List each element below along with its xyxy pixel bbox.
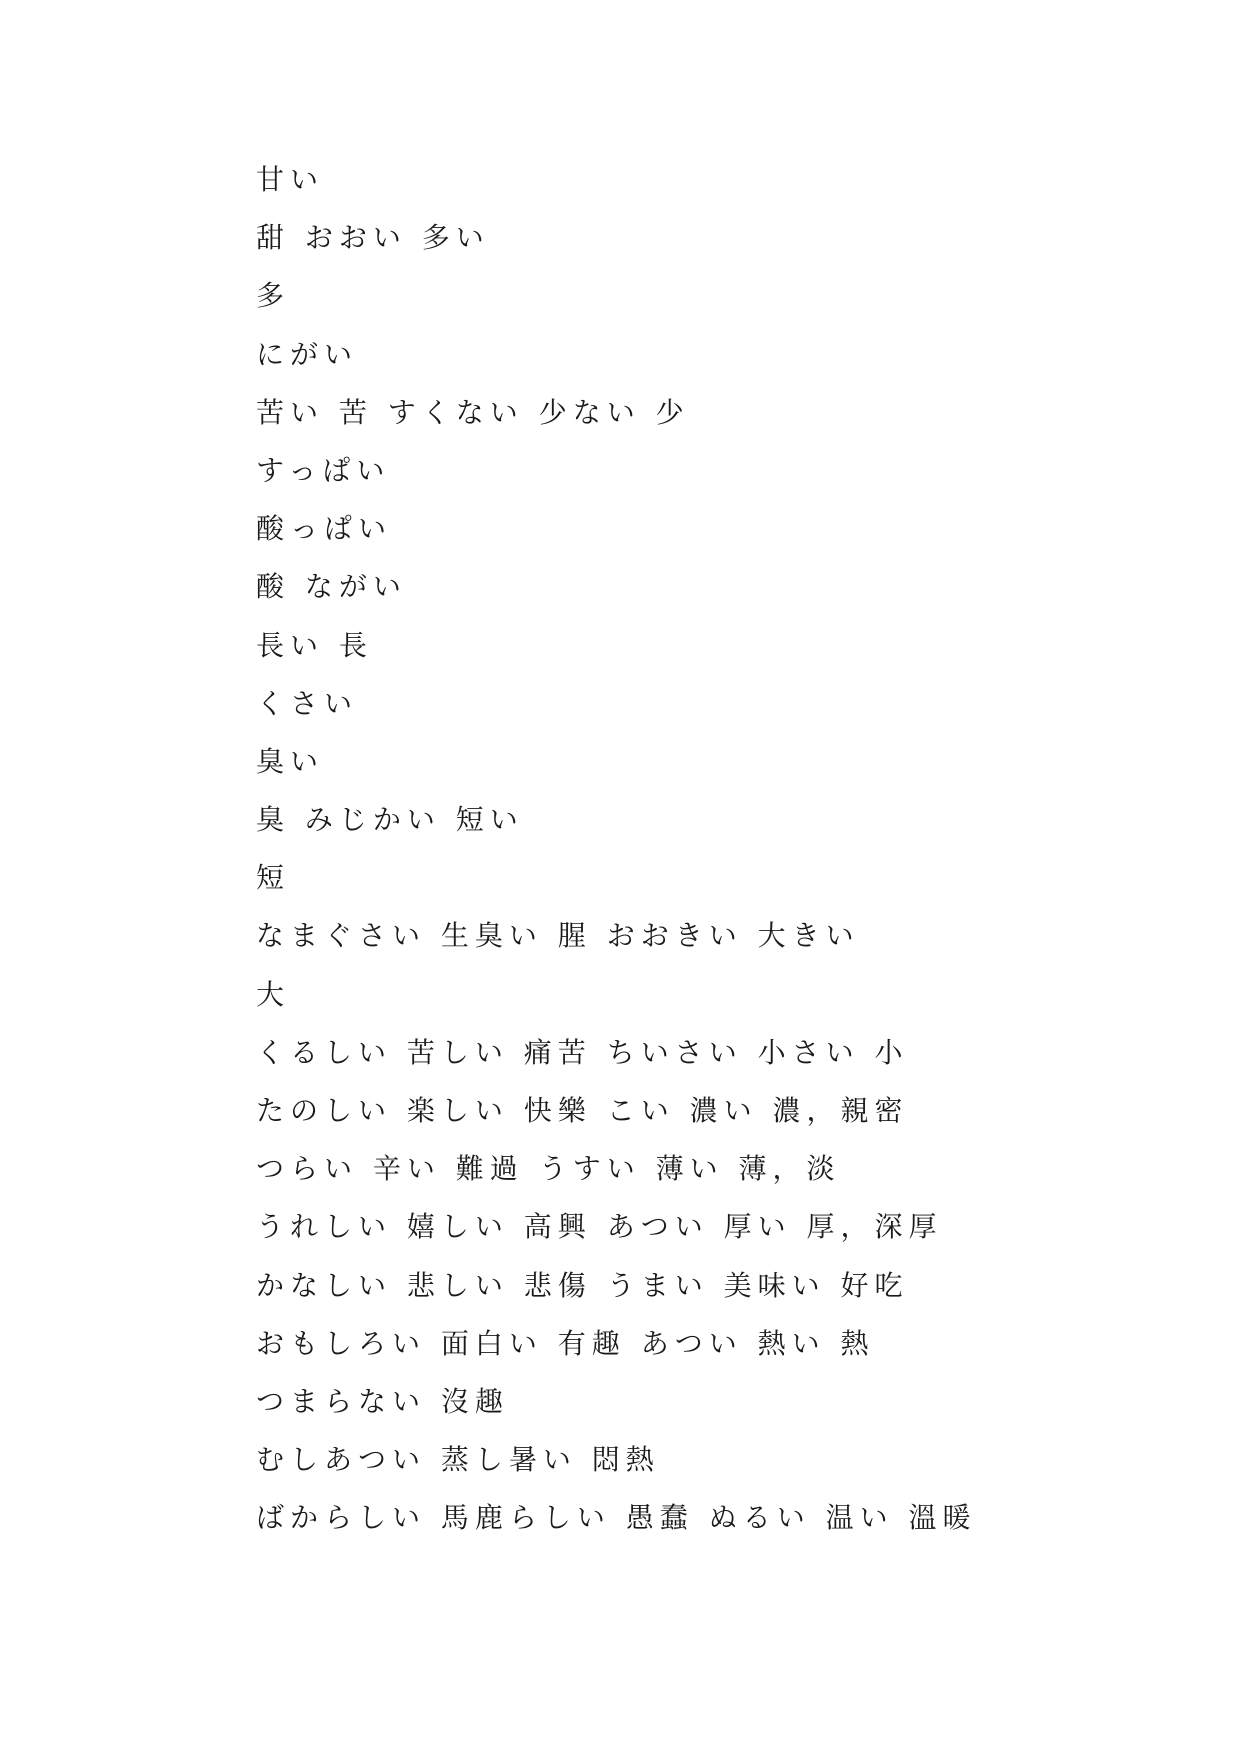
vocab-line: 多 — [256, 279, 291, 313]
vocab-line: 酸 ながい — [256, 570, 407, 604]
vocab-line: つまらない 沒趣 — [256, 1384, 509, 1418]
vocab-line: くさい — [256, 686, 359, 720]
vocab-line: 大 — [256, 977, 291, 1011]
vocab-line: 甜 おおい 多い — [256, 221, 490, 255]
vocab-line: にがい — [256, 337, 359, 371]
vocab-line: うれしい 嬉しい 高興 あつい 厚い 厚，深厚 — [256, 1210, 943, 1244]
vocab-line: くるしい 苦しい 痛苦 ちいさい 小さい 小 — [256, 1035, 909, 1069]
vocab-line: 長い 長 — [256, 628, 373, 662]
vocab-line: なまぐさい 生臭い 腥 おおきい 大きい — [256, 919, 860, 953]
vocab-line: ばからしい 馬鹿らしい 愚蠢 ぬるい 温い 溫暖 — [256, 1501, 977, 1535]
vocab-line: すっぱい — [256, 453, 391, 487]
vocab-line: かなしい 悲しい 悲傷 うまい 美味い 好吃 — [256, 1268, 909, 1302]
vocab-line: おもしろい 面白い 有趣 あつい 熱い 熱 — [256, 1326, 875, 1360]
vocabulary-list — [256, 160, 1156, 1557]
vocab-line: 甘い — [256, 163, 325, 196]
vocab-line: 臭 みじかい 短い — [256, 803, 524, 837]
vocab-line: 臭い — [256, 744, 325, 778]
vocab-line: つらい 辛い 難過 うすい 薄い 薄，淡 — [256, 1152, 841, 1186]
vocab-line: 酸っぱい — [256, 512, 393, 546]
vocab-line: 短 — [256, 861, 291, 895]
vocab-line: たのしい 楽しい 快樂 こい 濃い 濃，親密 — [256, 1094, 909, 1127]
vocab-line: 苦い 苦 すくない 少ない 少 — [256, 395, 690, 429]
vocab-line: むしあつい 蒸し暑い 悶熱 — [256, 1443, 660, 1477]
